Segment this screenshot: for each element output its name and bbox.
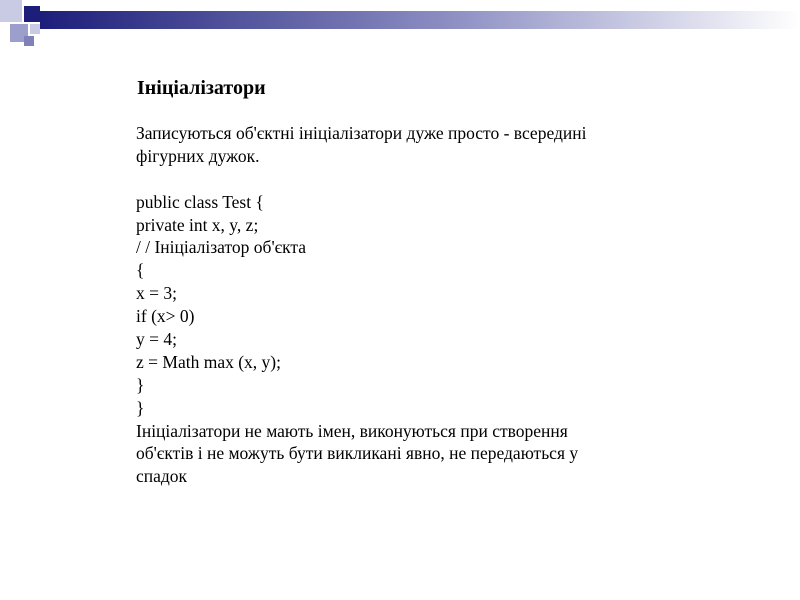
code-line: x = 3;: [136, 283, 177, 304]
code-line: }: [136, 374, 145, 395]
deco-square-light: [0, 0, 22, 22]
slide-body: [136, 122, 696, 488]
code-line: {: [136, 260, 145, 281]
blank-line: [136, 168, 696, 191]
code-line: z = Math max (x, y);: [136, 351, 281, 372]
slide-title: Ініціалізатори: [137, 77, 266, 99]
deco-square-pale: [30, 24, 40, 34]
header-decoration: [0, 0, 800, 60]
code-line: / / Ініціалізатор об'єкта: [136, 237, 307, 258]
deco-square-dark: [24, 6, 40, 22]
code-line: if (x> 0): [136, 306, 195, 327]
outro-line: Ініціалізатори не мають імен, виконуються при створення: [136, 420, 568, 441]
deco-square-small: [24, 36, 34, 46]
intro-line: фігурних дужок.: [136, 145, 260, 166]
code-line: private int x, y, z;: [136, 214, 259, 235]
header-gradient-bar: [40, 11, 800, 29]
outro-line: спадок: [136, 466, 188, 487]
code-line: y = 4;: [136, 329, 177, 350]
outro-line: об'єктів і не можуть бути викликані явно, не передаються у: [136, 443, 579, 464]
code-line: public class Test {: [136, 191, 264, 212]
intro-line: Записуються об'єктні ініціалізатори дуже просто - всередині: [136, 123, 587, 143]
code-line: }: [136, 397, 145, 418]
